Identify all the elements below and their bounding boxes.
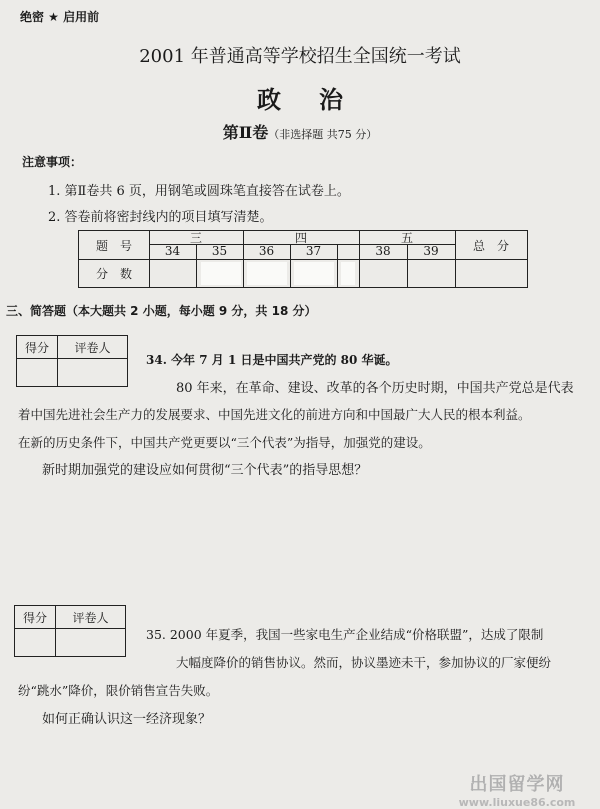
grader-name-label: 评卷人: [74, 341, 111, 355]
question-34-prompt: 新时期加强党的建设应如何贯彻“三个代表”的指导思想？: [42, 463, 368, 478]
watermark-site-url: www.liuxue86.com: [458, 796, 576, 809]
question-number: 38: [375, 244, 391, 258]
question-number: 39: [423, 244, 439, 258]
grader-box: [14, 605, 126, 657]
grader-name-label: 评卷人: [72, 611, 109, 625]
score-cell-blank: [294, 262, 334, 285]
volume-note: （非选择题 共75 分）: [268, 128, 378, 141]
question-34-text: 80 年来，在革命、建设、改革的各个历史时期，中国共产党总是代表: [176, 381, 574, 396]
score-table: [78, 230, 528, 288]
question-34-text: 在新的历史条件下，中国共产党更要以“三个代表”为指导，加强党的建设。: [18, 435, 431, 450]
group-label: 五: [400, 231, 413, 245]
grader-box: [16, 335, 128, 387]
question-35-prompt: 如何正确认识这一经济现象？: [42, 712, 212, 727]
total-score-label: 总 分: [472, 239, 509, 253]
notice-item: 2. 答卷前将密封线内的项目填写清楚。: [48, 210, 273, 225]
section-heading: 三、简答题（本大题共 2 小题，每小题 9 分，共 18 分）: [6, 304, 317, 318]
question-number: 36: [258, 244, 275, 258]
row-label-question-number: 题 号: [95, 239, 132, 253]
group-label: 四: [294, 231, 307, 245]
score-cell-blank: [341, 262, 355, 285]
grader-score-label: 得分: [22, 611, 47, 625]
watermark-site-name: 出国留学网: [469, 774, 565, 795]
question-number: 35: [211, 244, 228, 258]
volume-title: [0, 120, 600, 143]
question-34-text: 着中国先进社会生产力的发展要求、中国先进文化的前进方向和中国最广大人民的根本利益。: [18, 407, 531, 422]
grader-score-label: 得分: [24, 341, 49, 355]
subject-title: 政治: [257, 85, 381, 114]
score-cell-blank: [201, 262, 241, 285]
question-number: 37: [305, 244, 322, 258]
exam-title: 2001 年普通高等学校招生全国统一考试: [139, 46, 461, 67]
volume-label: 第Ⅱ卷: [222, 123, 269, 142]
row-label-score: 分 数: [95, 267, 132, 281]
question-35-text: 纷“跳水”降价，限价销售宣告失败。: [18, 683, 219, 698]
question-number: 34: [164, 244, 181, 258]
question-35-text: 35. 2000 年夏季，我国一些家电生产企业结成“价格联盟”，达成了限制: [146, 627, 544, 642]
question-35-text: 大幅度降价的销售协议。然而，协议墨迹未干，参加协议的厂家便纷: [176, 655, 552, 670]
notice-item: 1. 第Ⅱ卷共 6 页，用钢笔或圆珠笔直接答在试卷上。: [48, 184, 350, 199]
group-label: 三: [189, 231, 202, 245]
question-34-intro: 34. 今年 7 月 1 日是中国共产党的 80 华诞。: [146, 353, 398, 367]
notice-heading: 注意事项：: [22, 155, 83, 169]
site-watermark: [442, 770, 592, 809]
score-cell-blank: [247, 262, 287, 285]
confidential-label: 绝密 ★ 启用前: [20, 10, 100, 24]
